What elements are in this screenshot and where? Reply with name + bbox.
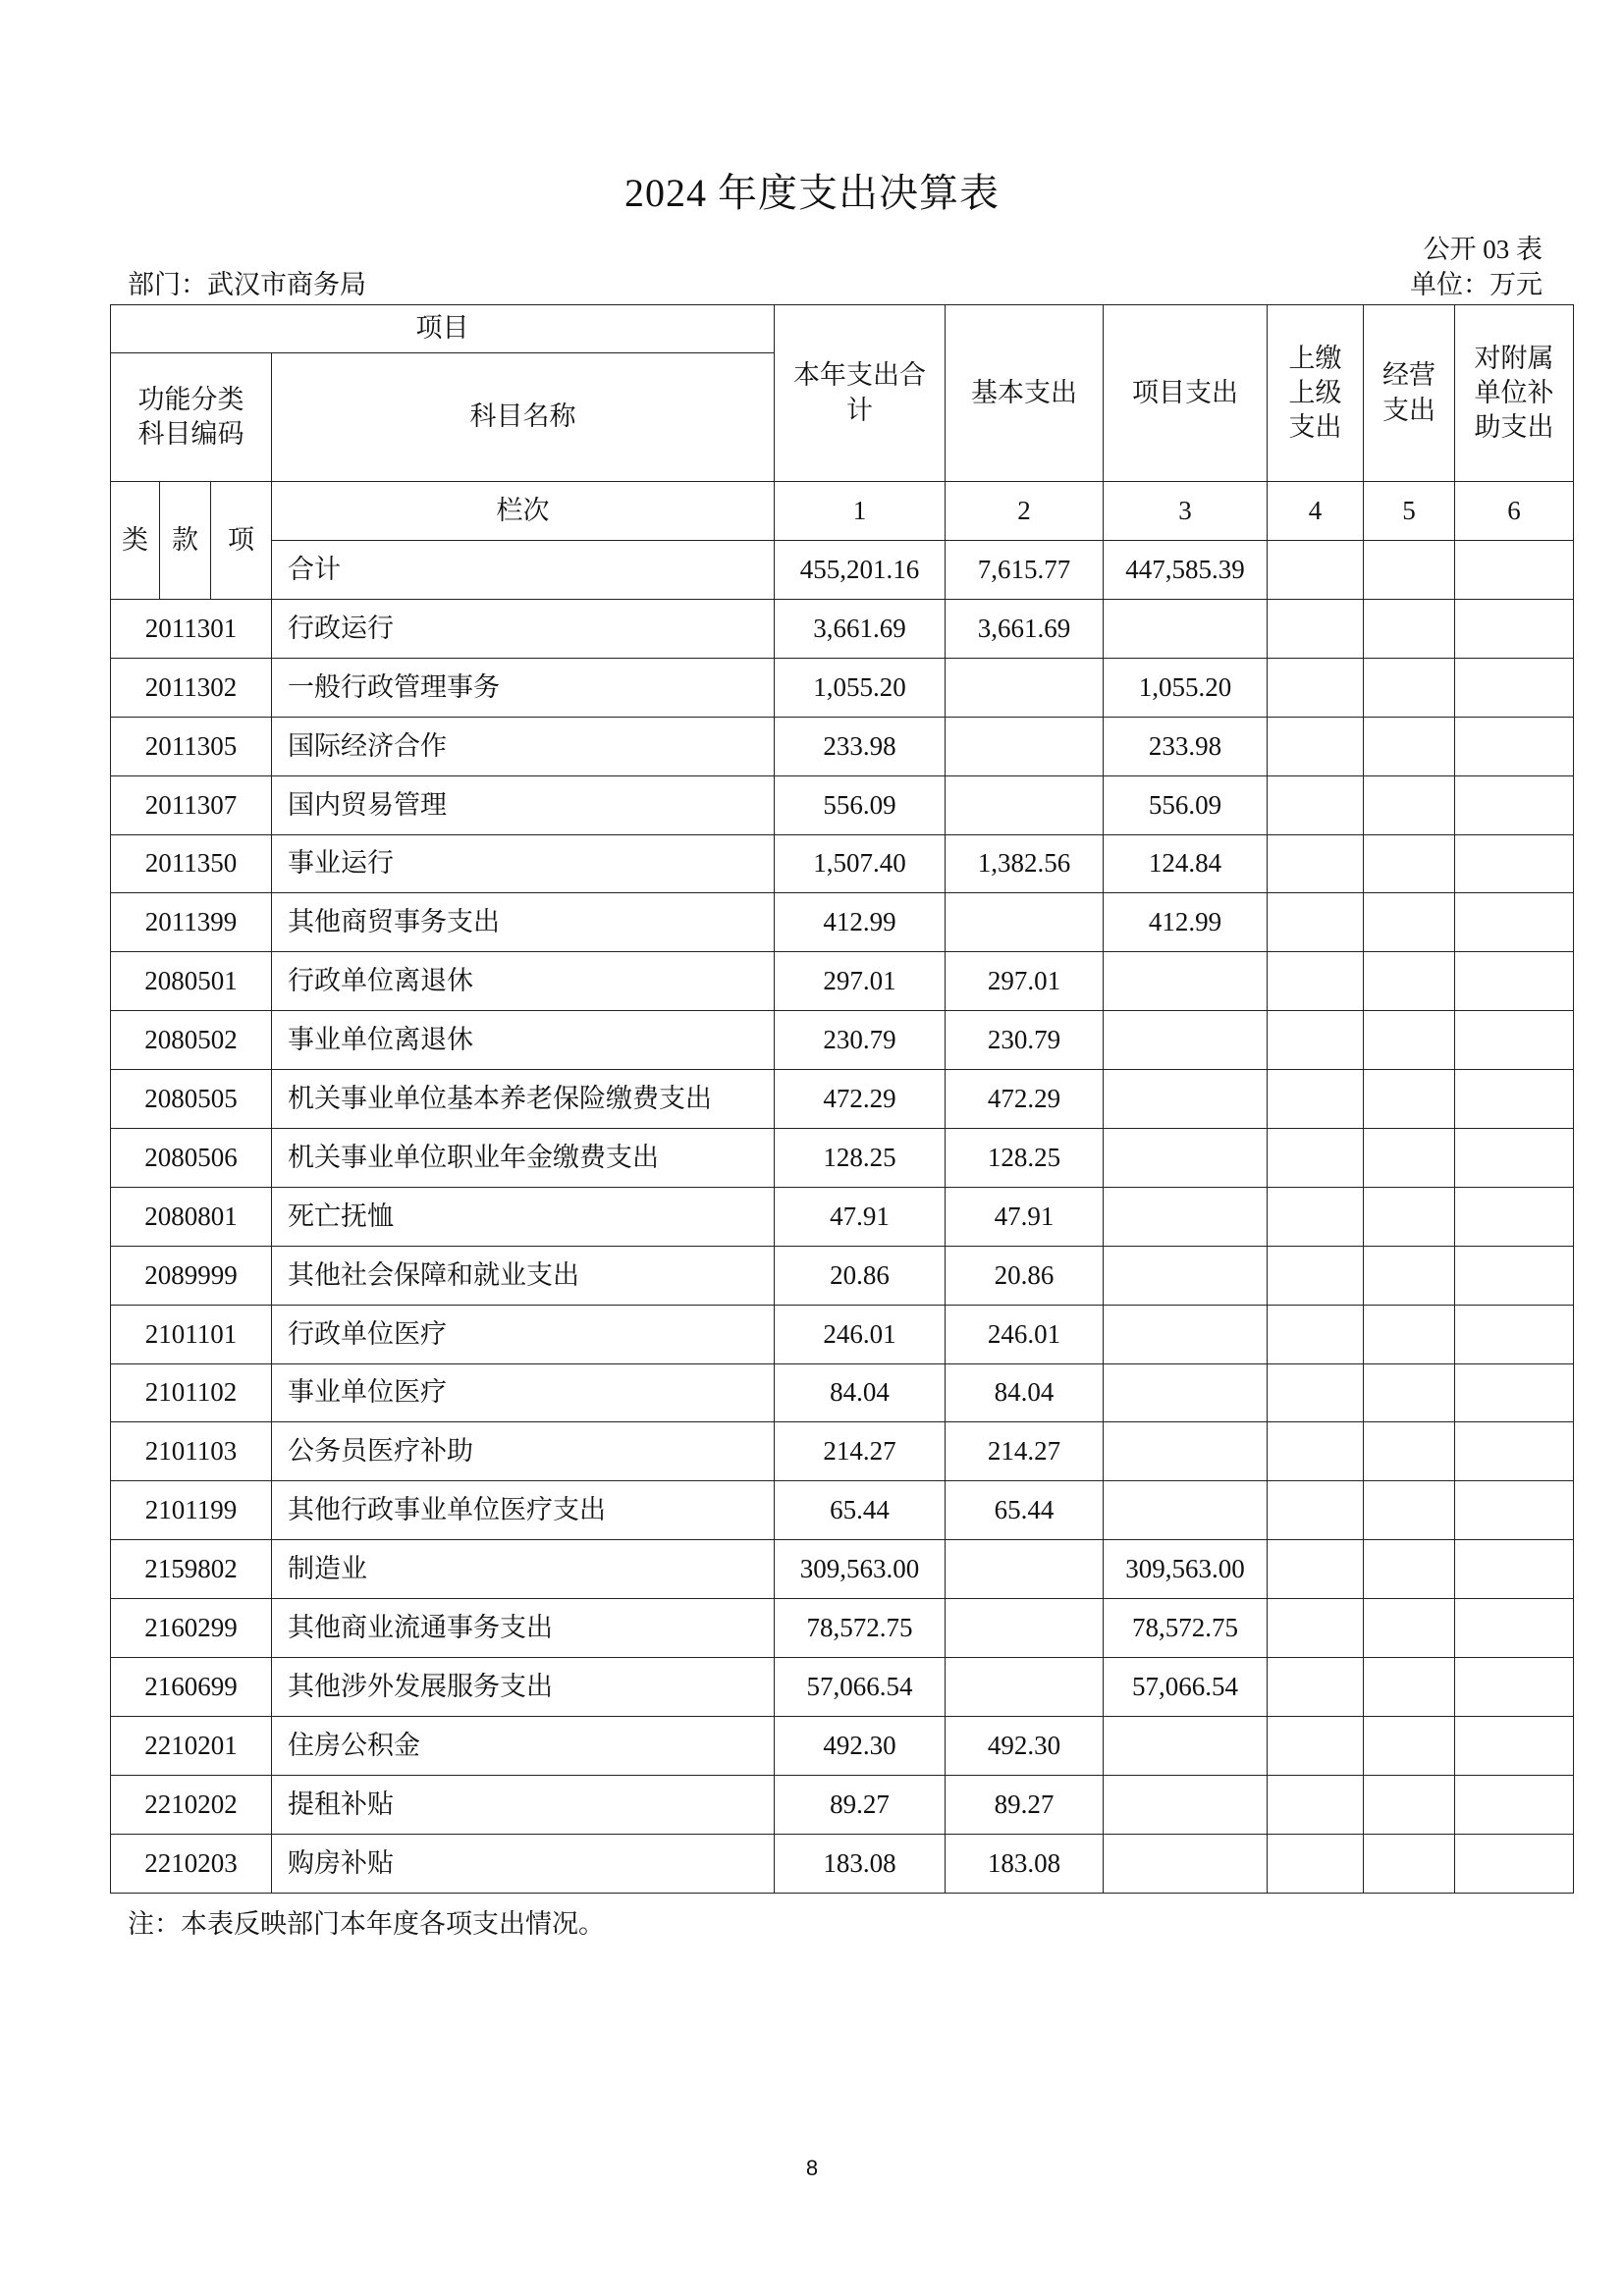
row-code: 2160299 [111, 1599, 272, 1658]
row-code: 2101199 [111, 1481, 272, 1540]
table-row [111, 1658, 1574, 1717]
total-row-project: 447,585.39 [1104, 541, 1268, 600]
row-upper [1268, 1129, 1364, 1188]
header-kuan: 款 [160, 482, 211, 600]
row-subsidy [1455, 1599, 1574, 1658]
row-subsidy [1455, 1834, 1574, 1893]
footnote: 注：本表反映部门本年度各项支出情况。 [128, 1909, 605, 1939]
row-project [1104, 1775, 1268, 1834]
table-row [111, 1129, 1574, 1188]
row-basic: 297.01 [946, 952, 1104, 1011]
row-project: 124.84 [1104, 834, 1268, 893]
table-row [111, 1305, 1574, 1363]
form-number: 公开 03 表 [1423, 235, 1543, 264]
row-subject-name: 事业单位医疗 [272, 1363, 775, 1422]
row-business [1364, 834, 1455, 893]
row-subsidy [1455, 1187, 1574, 1246]
row-basic: 84.04 [946, 1363, 1104, 1422]
header-col-business [1364, 305, 1455, 482]
row-business [1364, 717, 1455, 775]
row-total: 128.25 [775, 1129, 946, 1188]
row-basic [946, 717, 1104, 775]
col-number-4: 4 [1268, 482, 1364, 541]
row-subject-name: 事业单位离退休 [272, 1011, 775, 1070]
row-subject-name: 购房补贴 [272, 1834, 775, 1893]
row-basic [946, 1540, 1104, 1599]
row-subsidy [1455, 717, 1574, 775]
header-col-upper-text: 上缴上级支出 [1288, 343, 1342, 443]
row-subject-name: 机关事业单位职业年金缴费支出 [272, 1129, 775, 1188]
row-subsidy [1455, 1716, 1574, 1775]
row-code: 2101101 [111, 1305, 272, 1363]
header-col-project: 项目支出 [1104, 305, 1268, 482]
table-row [111, 1011, 1574, 1070]
row-total: 472.29 [775, 1070, 946, 1129]
row-upper [1268, 658, 1364, 717]
row-code: 2080505 [111, 1070, 272, 1129]
row-subject-name: 事业运行 [272, 834, 775, 893]
table-row [111, 834, 1574, 893]
row-subsidy [1455, 1246, 1574, 1305]
row-subsidy [1455, 1129, 1574, 1188]
row-subsidy [1455, 893, 1574, 952]
row-total: 3,661.69 [775, 600, 946, 659]
row-project [1104, 1070, 1268, 1129]
row-code: 2101103 [111, 1422, 272, 1481]
row-project: 309,563.00 [1104, 1540, 1268, 1599]
row-project: 412.99 [1104, 893, 1268, 952]
row-project [1104, 1481, 1268, 1540]
table-row [111, 1422, 1574, 1481]
table-row [111, 600, 1574, 659]
row-basic: 230.79 [946, 1011, 1104, 1070]
row-basic: 65.44 [946, 1481, 1104, 1540]
col-number-3: 3 [1104, 482, 1268, 541]
row-code: 2011301 [111, 600, 272, 659]
row-business [1364, 1011, 1455, 1070]
col-number-6: 6 [1455, 482, 1574, 541]
row-business [1364, 1658, 1455, 1717]
row-subsidy [1455, 834, 1574, 893]
row-business [1364, 600, 1455, 659]
row-project [1104, 1716, 1268, 1775]
row-upper [1268, 600, 1364, 659]
row-total: 230.79 [775, 1011, 946, 1070]
row-total: 47.91 [775, 1187, 946, 1246]
row-code: 2011350 [111, 834, 272, 893]
row-project: 78,572.75 [1104, 1599, 1268, 1658]
row-subsidy [1455, 1070, 1574, 1129]
row-project: 233.98 [1104, 717, 1268, 775]
unit-label: 单位：万元 [1410, 270, 1543, 299]
col-number-5: 5 [1364, 482, 1455, 541]
row-subject-name: 其他商贸事务支出 [272, 893, 775, 952]
row-project: 57,066.54 [1104, 1658, 1268, 1717]
row-upper [1268, 1540, 1364, 1599]
row-code: 2011302 [111, 658, 272, 717]
table-row [111, 717, 1574, 775]
row-total: 57,066.54 [775, 1658, 946, 1717]
row-basic: 47.91 [946, 1187, 1104, 1246]
table-row [111, 775, 1574, 834]
row-total: 89.27 [775, 1775, 946, 1834]
table-row [111, 1363, 1574, 1422]
header-col-total [775, 305, 946, 482]
row-upper [1268, 1716, 1364, 1775]
row-code: 2011305 [111, 717, 272, 775]
row-business [1364, 1363, 1455, 1422]
table-row [111, 1070, 1574, 1129]
table-row [111, 1187, 1574, 1246]
row-upper [1268, 775, 1364, 834]
row-code: 2011307 [111, 775, 272, 834]
row-subsidy [1455, 1422, 1574, 1481]
table-row [111, 1599, 1574, 1658]
row-upper [1268, 834, 1364, 893]
row-subject-name: 其他涉外发展服务支出 [272, 1658, 775, 1717]
row-business [1364, 1422, 1455, 1481]
row-project [1104, 1129, 1268, 1188]
row-code: 2089999 [111, 1246, 272, 1305]
row-business [1364, 1246, 1455, 1305]
header-item: 项目 [111, 305, 775, 353]
row-subsidy [1455, 1011, 1574, 1070]
row-total: 246.01 [775, 1305, 946, 1363]
row-total: 65.44 [775, 1481, 946, 1540]
header-col-total-text: 本年支出合计 [793, 360, 926, 425]
row-subsidy [1455, 775, 1574, 834]
row-basic [946, 1599, 1104, 1658]
row-project [1104, 952, 1268, 1011]
row-total: 1,055.20 [775, 658, 946, 717]
total-row-label: 合计 [272, 541, 775, 600]
row-subject-name: 公务员医疗补助 [272, 1422, 775, 1481]
row-business [1364, 775, 1455, 834]
row-business [1364, 1834, 1455, 1893]
col-number-2: 2 [946, 482, 1104, 541]
row-upper [1268, 717, 1364, 775]
row-subject-name: 其他社会保障和就业支出 [272, 1246, 775, 1305]
row-upper [1268, 952, 1364, 1011]
row-basic: 472.29 [946, 1070, 1104, 1129]
table-row [111, 1834, 1574, 1893]
row-total: 556.09 [775, 775, 946, 834]
row-project [1104, 1246, 1268, 1305]
header-lanci: 栏次 [272, 482, 775, 541]
row-subject-name: 行政运行 [272, 600, 775, 659]
row-upper [1268, 1305, 1364, 1363]
total-row-subsidy [1455, 541, 1574, 600]
header-func-code [111, 353, 272, 482]
row-upper [1268, 1011, 1364, 1070]
row-project: 1,055.20 [1104, 658, 1268, 717]
header-col-upper [1268, 305, 1364, 482]
row-subject-name: 提租补贴 [272, 1775, 775, 1834]
row-subject-name: 其他商业流通事务支出 [272, 1599, 775, 1658]
row-business [1364, 1129, 1455, 1188]
header-col-subsidy-text: 对附属单位补助支出 [1474, 343, 1554, 443]
row-subsidy [1455, 1363, 1574, 1422]
row-business [1364, 1775, 1455, 1834]
row-total: 297.01 [775, 952, 946, 1011]
row-business [1364, 1305, 1455, 1363]
row-basic: 183.08 [946, 1834, 1104, 1893]
table-row [111, 1775, 1574, 1834]
row-business [1364, 658, 1455, 717]
row-subsidy [1455, 1305, 1574, 1363]
table-row [111, 1716, 1574, 1775]
row-basic: 3,661.69 [946, 600, 1104, 659]
table-row [111, 1481, 1574, 1540]
row-basic [946, 1658, 1104, 1717]
row-subject-name: 行政单位离退休 [272, 952, 775, 1011]
row-basic: 128.25 [946, 1129, 1104, 1188]
row-basic: 89.27 [946, 1775, 1104, 1834]
row-subject-name: 一般行政管理事务 [272, 658, 775, 717]
row-basic: 492.30 [946, 1716, 1104, 1775]
row-upper [1268, 1187, 1364, 1246]
row-basic [946, 775, 1104, 834]
table-row [111, 1540, 1574, 1599]
row-business [1364, 1540, 1455, 1599]
row-code: 2080801 [111, 1187, 272, 1246]
row-total: 309,563.00 [775, 1540, 946, 1599]
row-upper [1268, 1658, 1364, 1717]
row-basic [946, 893, 1104, 952]
row-project [1104, 1834, 1268, 1893]
row-subject-name: 住房公积金 [272, 1716, 775, 1775]
row-code: 2210201 [111, 1716, 272, 1775]
row-business [1364, 952, 1455, 1011]
row-code: 2210202 [111, 1775, 272, 1834]
row-total: 183.08 [775, 1834, 946, 1893]
row-code: 2101102 [111, 1363, 272, 1422]
row-project [1104, 1363, 1268, 1422]
row-upper [1268, 1363, 1364, 1422]
row-code: 2080501 [111, 952, 272, 1011]
row-subject-name: 死亡抚恤 [272, 1187, 775, 1246]
page-number: 8 [805, 2156, 819, 2180]
row-subsidy [1455, 658, 1574, 717]
row-total: 412.99 [775, 893, 946, 952]
row-upper [1268, 1599, 1364, 1658]
row-business [1364, 893, 1455, 952]
row-upper [1268, 893, 1364, 952]
table-row [111, 1246, 1574, 1305]
row-project [1104, 1422, 1268, 1481]
row-subject-name: 行政单位医疗 [272, 1305, 775, 1363]
row-code: 2160699 [111, 1658, 272, 1717]
row-business [1364, 1187, 1455, 1246]
row-upper [1268, 1246, 1364, 1305]
row-basic [946, 658, 1104, 717]
header-subject-name: 科目名称 [272, 353, 775, 482]
row-project [1104, 1305, 1268, 1363]
header-col-subsidy [1455, 305, 1574, 482]
row-subsidy [1455, 600, 1574, 659]
row-basic: 20.86 [946, 1246, 1104, 1305]
row-subject-name: 其他行政事业单位医疗支出 [272, 1481, 775, 1540]
row-subject-name: 机关事业单位基本养老保险缴费支出 [272, 1070, 775, 1129]
row-total: 233.98 [775, 717, 946, 775]
row-code: 2080506 [111, 1129, 272, 1188]
page-title: 2024 年度支出决算表 [624, 171, 1000, 215]
header-col-basic: 基本支出 [946, 305, 1104, 482]
row-upper [1268, 1481, 1364, 1540]
row-upper [1268, 1775, 1364, 1834]
total-row-basic: 7,615.77 [946, 541, 1104, 600]
row-code: 2080502 [111, 1011, 272, 1070]
row-subsidy [1455, 1540, 1574, 1599]
row-subject-name: 国际经济合作 [272, 717, 775, 775]
row-upper [1268, 1070, 1364, 1129]
row-code: 2210203 [111, 1834, 272, 1893]
row-total: 20.86 [775, 1246, 946, 1305]
row-subject-name: 制造业 [272, 1540, 775, 1599]
table-row [111, 658, 1574, 717]
row-total: 84.04 [775, 1363, 946, 1422]
row-business [1364, 1599, 1455, 1658]
row-project [1104, 1011, 1268, 1070]
row-subject-name: 国内贸易管理 [272, 775, 775, 834]
row-subsidy [1455, 952, 1574, 1011]
row-total: 1,507.40 [775, 834, 946, 893]
row-basic: 1,382.56 [946, 834, 1104, 893]
col-number-1: 1 [775, 482, 946, 541]
table-row [111, 952, 1574, 1011]
row-project: 556.09 [1104, 775, 1268, 834]
total-row-total: 455,201.16 [775, 541, 946, 600]
row-code: 2011399 [111, 893, 272, 952]
header-xiang: 项 [211, 482, 272, 600]
header-lei: 类 [111, 482, 160, 600]
header-col-business-text: 经营支出 [1382, 360, 1435, 425]
row-total: 214.27 [775, 1422, 946, 1481]
table-row [111, 893, 1574, 952]
row-business [1364, 1070, 1455, 1129]
row-upper [1268, 1834, 1364, 1893]
row-project [1104, 600, 1268, 659]
row-code: 2159802 [111, 1540, 272, 1599]
department-label: 部门：武汉市商务局 [128, 270, 366, 299]
row-business [1364, 1481, 1455, 1540]
row-project [1104, 1187, 1268, 1246]
row-business [1364, 1716, 1455, 1775]
total-row-business [1364, 541, 1455, 600]
expenditure-table [110, 304, 1574, 1894]
row-total: 78,572.75 [775, 1599, 946, 1658]
row-subsidy [1455, 1658, 1574, 1717]
header-func-code-text: 功能分类科目编码 [137, 384, 244, 449]
total-row-upper [1268, 541, 1364, 600]
row-upper [1268, 1422, 1364, 1481]
row-total: 492.30 [775, 1716, 946, 1775]
row-basic: 214.27 [946, 1422, 1104, 1481]
row-subsidy [1455, 1775, 1574, 1834]
row-basic: 246.01 [946, 1305, 1104, 1363]
row-subsidy [1455, 1481, 1574, 1540]
